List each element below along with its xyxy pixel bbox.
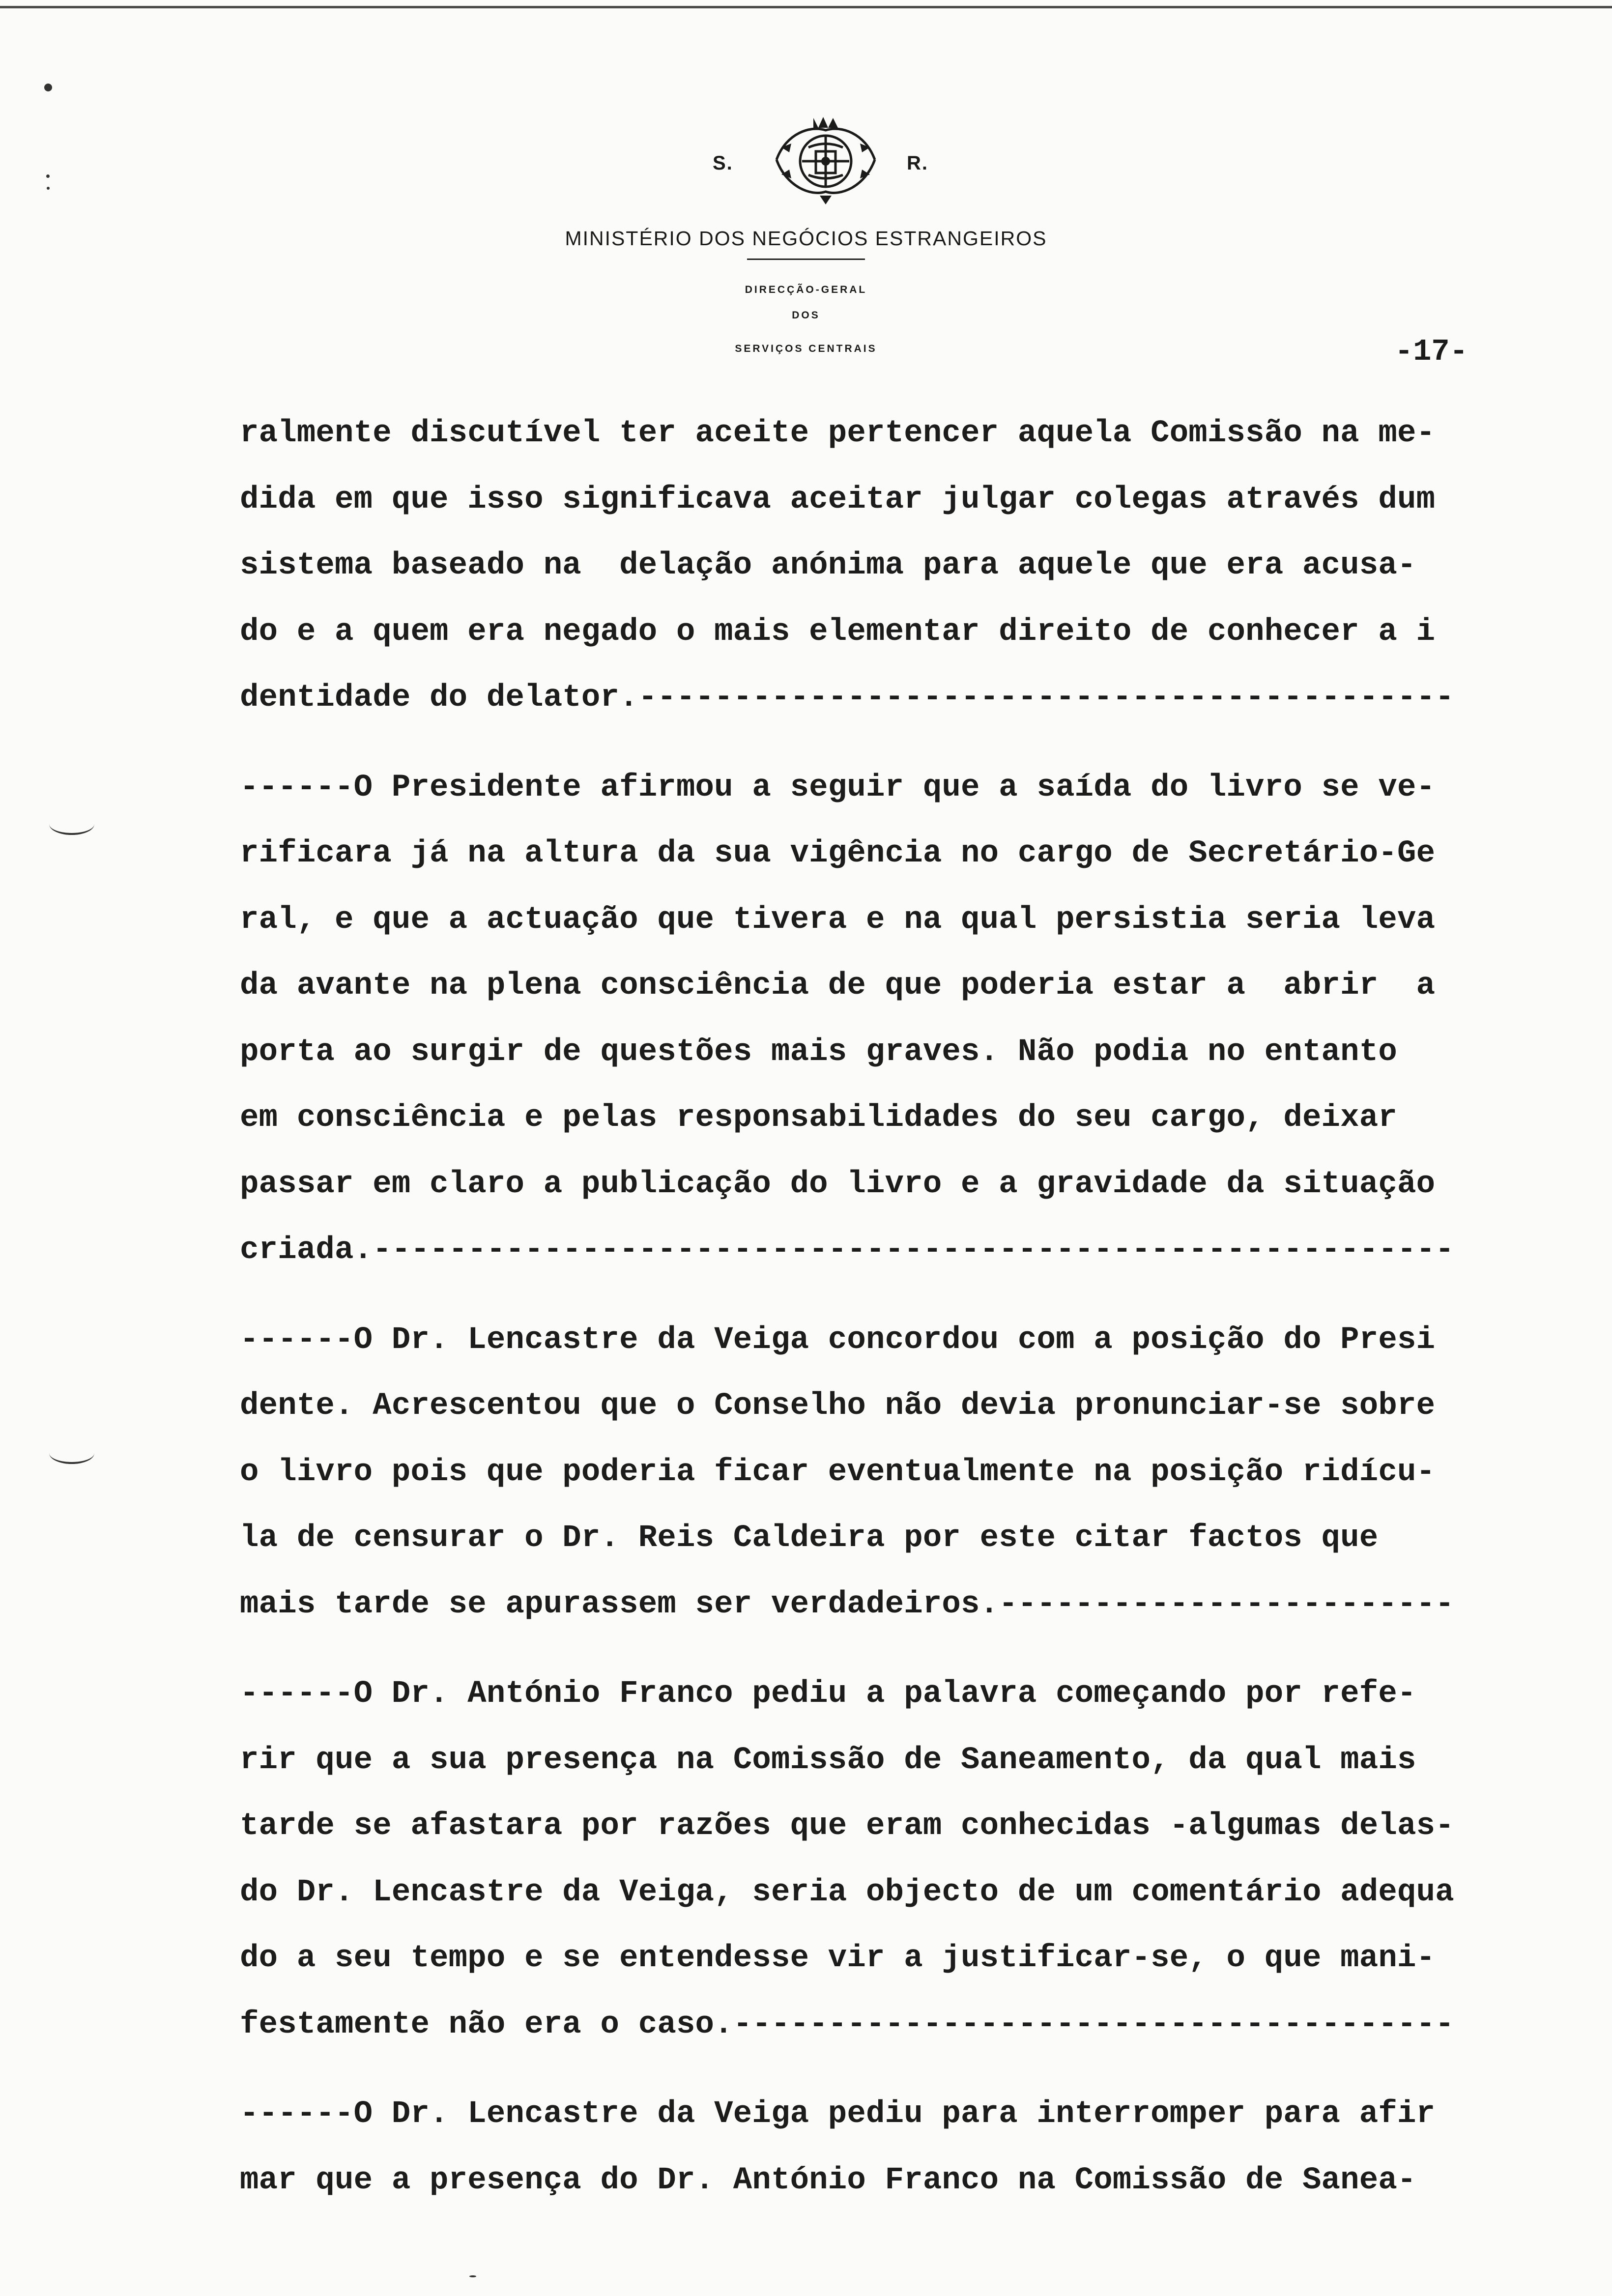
seal-letter-right: R. [907,152,928,174]
body-line: passar em claro a publicação do livro e a gravidade da situação [240,1166,1436,1202]
body-line: o livro pois que poderia ficar eventualmente na posição ridícu- [240,1454,1436,1490]
coat-of-arms-seal [767,113,885,206]
paper-speck [469,2275,476,2277]
body-line: do e a quem era negado o mais elementar direito de conhecer a i [240,614,1436,650]
body-line: festamente não era o caso.-------------------------------------- [240,2007,1454,2042]
body-line: la de censurar o Dr. Reis Caldeira por este citar factos que [240,1521,1379,1556]
paper-speck [44,84,52,91]
body-line: ral, e que a actuação que tivera e na qual persistia seria leva [240,902,1436,938]
body-line: ralmente discutível ter aceite pertencer aquela Comissão na me- [240,416,1436,451]
division-line-1: DIRECÇÃO-GERAL [745,284,867,295]
body-line: ------O Presidente afirmou a seguir que a saída do livro se ve- [240,770,1436,805]
body-line: mais tarde se apurassem ser verdadeiros.------------------------ [240,1586,1454,1622]
ministry-underline [747,258,865,260]
division-line-2: DOS [792,310,820,321]
body-line: dente. Acrescentou que o Conselho não devia pronunciar-se sobre [240,1388,1436,1424]
division-line-3: SERVIÇOS CENTRAIS [735,343,877,354]
body-line: ------O Dr. Lencastre da Veiga concordou com a posição do Presi [240,1322,1436,1358]
body-line: tarde se afastara por razões que eram conhecidas -algumas delas- [240,1808,1454,1844]
body-line: rificara já na altura da sua vigência no cargo de Secretário-Ge [240,836,1436,871]
body-line: criada.--------------------------------------------------------- [240,1233,1454,1268]
seal-row [708,113,944,206]
document-body [240,418,1527,2231]
paragraph-gap [240,1301,1527,1324]
body-line: ------O Dr. Lencastre da Veiga pediu para interromper para afir [240,2096,1436,2132]
body-line: porta ao surgir de questões mais graves. Não podia no entanto [240,1034,1397,1070]
body-line: do Dr. Lencastre da Veiga, seria objecto de um comentário adequa [240,1874,1454,1910]
body-line: dida em que isso significava aceitar julgar colegas através dum [240,482,1436,517]
letterhead [0,0,1612,373]
paragraph-gap [240,1655,1527,1678]
paragraph-gap [240,748,1527,772]
body-line: ------O Dr. António Franco pediu a palavra começando por refe- [240,1676,1416,1712]
page-number: -17- [1395,334,1468,369]
body-line: da avante na plena consciência de que poderia estar a abrir a [240,968,1436,1004]
seal-letter-left: S. [713,152,733,174]
paper-speck [47,187,50,190]
margin-hole-mark [49,813,94,835]
body-line: sistema baseado na delação anónima para aquele que era acusa- [240,548,1416,583]
body-line: do a seu tempo e se entendesse vir a justificar-se, o que mani- [240,1941,1436,1976]
body-line: rir que a sua presença na Comissão de Saneamento, da qual mais [240,1742,1416,1778]
body-line: em consciência e pelas responsabilidades do seu cargo, deixar [240,1100,1397,1136]
body-line: dentidade do delator.------------------------------------------- [240,680,1454,716]
paragraph-gap [240,2075,1527,2098]
margin-hole-mark [49,1442,94,1464]
ministry-heading: MINISTÉRIO DOS NEGÓCIOS ESTRANGEIROS [565,227,1047,250]
body-line: mar que a presença do Dr. António Franco na Comissão de Sanea- [240,2162,1416,2198]
paper-speck [46,174,50,178]
